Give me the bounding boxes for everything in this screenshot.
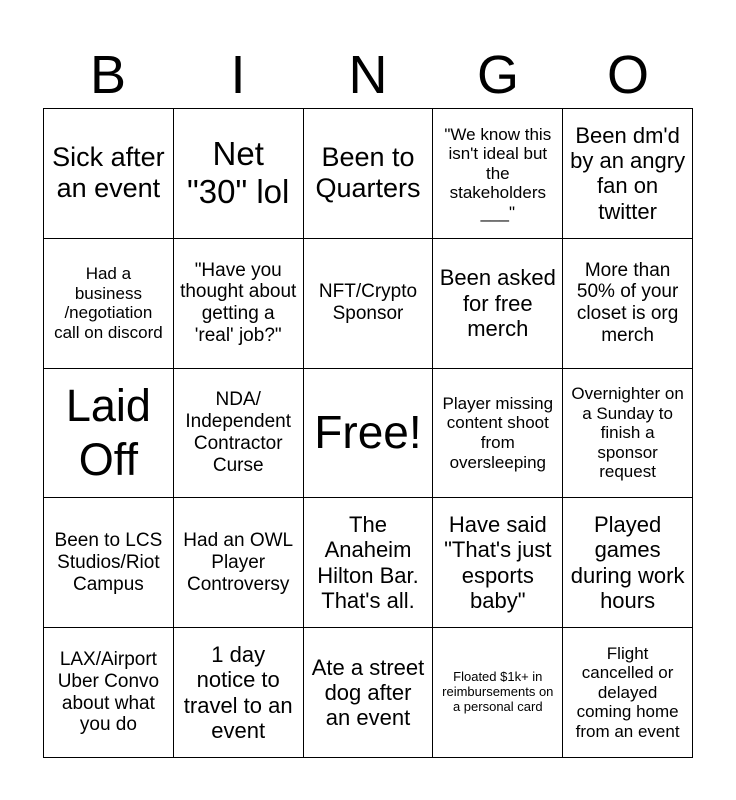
bingo-cell[interactable]: Had an OWL Player Controversy (174, 498, 304, 628)
bingo-cell[interactable]: Flight cancelled or delayed coming home from an event (563, 628, 693, 758)
bingo-cell[interactable]: Been dm'd by an angry fan on twitter (563, 109, 693, 239)
bingo-cell[interactable]: Ate a street dog after an event (304, 628, 434, 758)
bingo-cell[interactable]: NDA/ Independent Contractor Curse (174, 369, 304, 499)
bingo-cell[interactable]: Player missing content shoot from oversleeping (433, 369, 563, 499)
bingo-cell[interactable]: 1 day notice to travel to an event (174, 628, 304, 758)
bingo-cell[interactable]: Sick after an event (44, 109, 174, 239)
bingo-cell[interactable]: "Have you thought about getting a 'real' job?" (174, 239, 304, 369)
bingo-title (43, 44, 693, 106)
bingo-cell[interactable]: Had a business /negotiation call on discord (44, 239, 174, 369)
bingo-cell[interactable]: Been asked for free merch (433, 239, 563, 369)
bingo-cell[interactable]: Played games during work hours (563, 498, 693, 628)
bingo-cell[interactable]: Floated $1k+ in reimbursements on a personal card (433, 628, 563, 758)
title-letter-b: B (89, 45, 127, 105)
title-letter-n: N (348, 45, 388, 105)
bingo-cell[interactable]: LAX/Airport Uber Convo about what you do (44, 628, 174, 758)
bingo-cell[interactable]: Net "30" lol (174, 109, 304, 239)
bingo-cell[interactable]: Have said "That's just esports baby" (433, 498, 563, 628)
bingo-grid (43, 108, 693, 758)
bingo-cell[interactable]: "We know this isn't ideal but the stakeholders ___" (433, 109, 563, 239)
bingo-cell[interactable]: Been to Quarters (304, 109, 434, 239)
bingo-cell[interactable]: The Anaheim Hilton Bar. That's all. (304, 498, 434, 628)
title-letter-g: G (476, 45, 519, 105)
bingo-cell[interactable]: More than 50% of your closet is org merch (563, 239, 693, 369)
bingo-cell[interactable]: Laid Off (44, 369, 174, 499)
bingo-cell[interactable]: Been to LCS Studios/Riot Campus (44, 498, 174, 628)
title-letter-i: I (230, 45, 246, 105)
bingo-cell[interactable]: NFT/Crypto Sponsor (304, 239, 434, 369)
title-letter-o: O (606, 45, 649, 105)
bingo-cell[interactable]: Overnighter on a Sunday to finish a sponsor request (563, 369, 693, 499)
free-cell[interactable]: Free! (304, 369, 434, 499)
